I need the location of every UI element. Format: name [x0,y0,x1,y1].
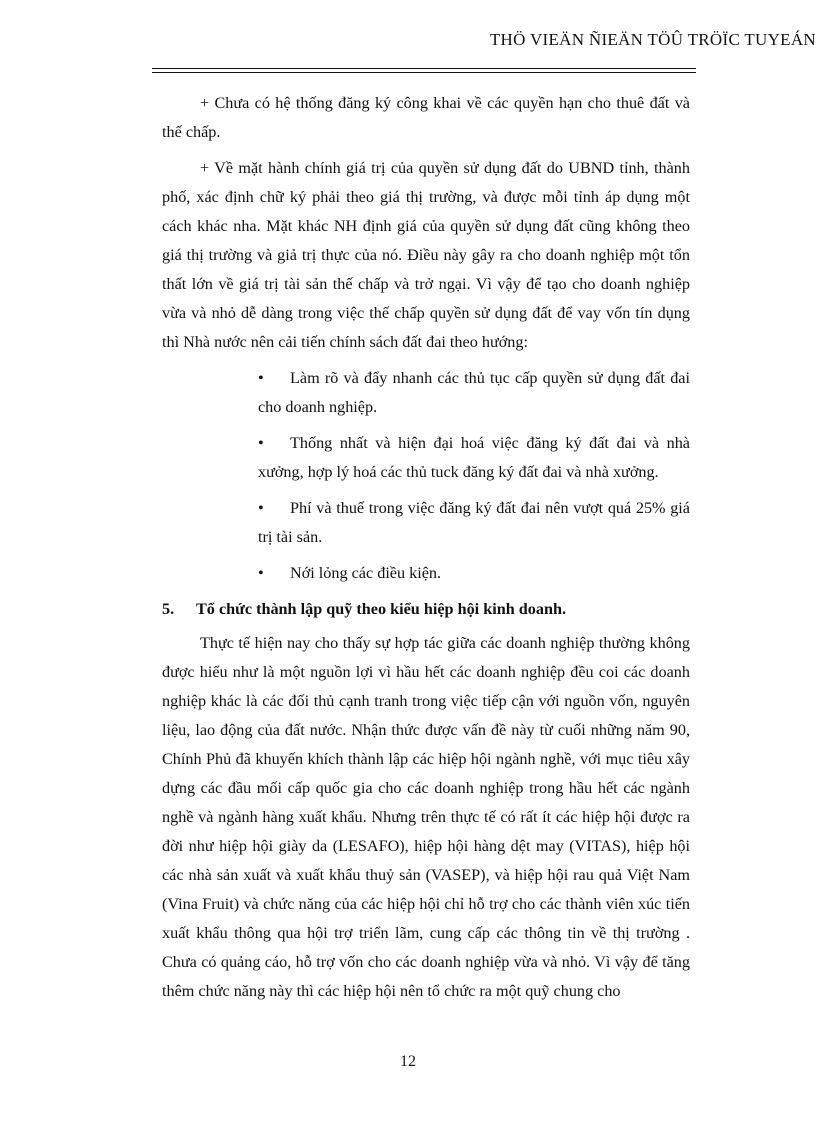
bullet-icon: • [258,434,264,452]
list-item [258,494,690,552]
list-item-text: Làm rõ và đẩy nhanh các thủ tục cấp quyền sử dụng đất đai cho doanh nghiệp. [258,369,690,416]
section-heading [162,595,690,624]
section-body: Thực tế hiện nay cho thấy sự hợp tác giữa các doanh nghiệp thường không được hiểu như là một nguồn lợi vì hầu hết các doanh nghiệp đều coi các doanh nghiệp khác là các đối thủ cạnh tranh trong việc tiếp cận với nguồn vốn, nguyên liệu, lao động của đất nước. Nhận thức được vấn đề này từ cuối những năm 90, Chính Phủ đã khuyến khích thành lập các hiệp hội ngành nghề, với mục tiêu xây dựng các đầu mối cấp quốc gia cho các doanh nghiệp trong hầu hết các ngành nghề và ngành hàng xuất khẩu. Nhưng trên thực tế có rất ít các hiệp hội được ra đời như hiệp hội giày da (LESAFO), hiệp hội hàng dệt may (VITAS), hiệp hội các nhà sản xuất và xuất khẩu thuỷ sản (VASEP), và hiệp hội rau quả Việt Nam (Vina Fruit) và chức năng của các hiệp hội chỉ hỗ trợ cho các thành viên xúc tiến xuất khẩu thông qua hội trợ triển lãm, cung cấp các thông tin về thị trường . Chưa có quảng cáo, hỗ trợ vốn cho các doanh nghiệp vừa và nhỏ. Vì vậy để tăng thêm chức năng này thì các hiệp hội nên tổ chức ra một quỹ chung cho [162,634,690,1000]
list-item-text: Phí và thuế trong việc đăng ký đất đai nên vượt quá 25% giá trị tài sản. [258,499,690,546]
list-item [258,429,690,487]
list-item-text: Thống nhất và hiện đại hoá việc đăng ký đất đai và nhà xưởng, hợp lý hoá các thủ tuck đăng ký đất đai và nhà xưởng. [258,434,690,481]
section-number: 5. [162,600,175,618]
header-rule-top [152,68,696,69]
paragraph-registration: + Chưa có hệ thống đăng ký công khai về các quyền hạn cho thuê đất và thế chấp. [162,94,690,141]
page-number: 12 [400,1053,416,1070]
bullet-icon: • [258,369,264,387]
bullet-icon: • [258,499,264,517]
page-body [162,89,690,1013]
section-title: Tổ chức thành lập quỹ theo kiểu hiệp hội kinh doanh. [196,600,567,618]
list-item-text: Nới lỏng các điều kiện. [290,564,442,582]
paragraph-land-value: + Về mặt hành chính giá trị của quyền sử dụng đất do UBND tỉnh, thành phố, xác định chữ ký phải theo giá thị trường, và được mỗi tỉnh áp dụng một cách khác nha. Mặt khác NH định giá của quyền sử dụng đất cũng không theo giá thị trường và giả trị thực của nó. Điều này gây ra cho doanh nghiệp một tổn thất lớn về giá trị tài sản thế chấp và trở ngại. Vì vậy để tạo cho doanh nghiệp vừa và nhỏ dễ dàng trong việc thế chấp quyền sử dụng đất để vay vốn tín dụng thì Nhà nước nên cải tiến chính sách đất đai theo hướng: [162,159,690,351]
list-item [258,364,690,422]
list-item [258,559,690,588]
header-rule-bottom [152,72,696,73]
running-header: THÖ VIEÄN ÑIEÄN TÖÛ TRÖÏC TUYEÁN [489,30,816,49]
bullet-icon: • [258,564,264,582]
